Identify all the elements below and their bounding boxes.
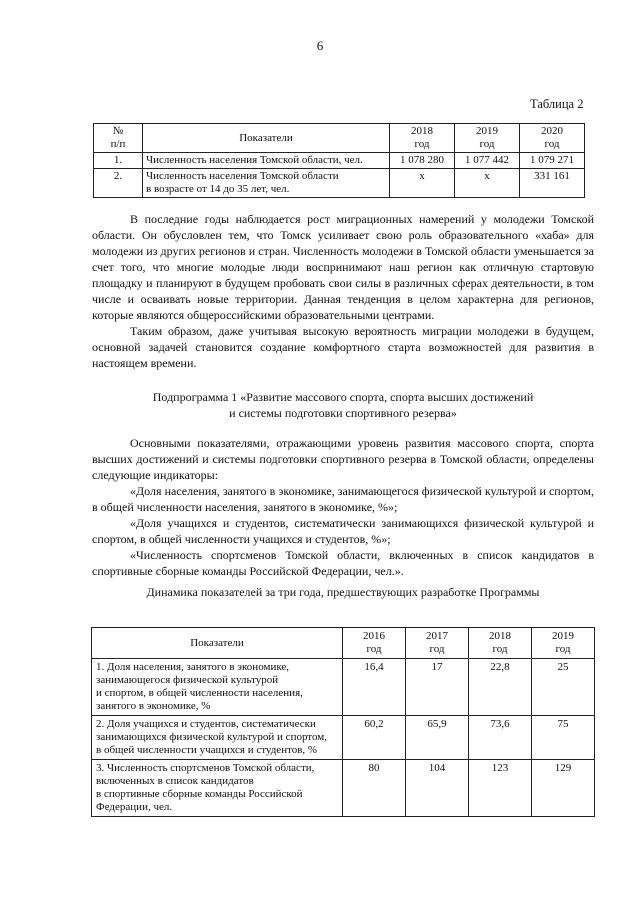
row-value: 1 078 280 xyxy=(390,153,455,169)
header-year-cell: 2018 год xyxy=(469,628,532,659)
indicators-intro: Основными показателями, отражающими уровень развития массового спорта, спорта высших достижений и системы подготовки спортивного резерва в Томской области, определены следующие индикаторы: xyxy=(92,436,594,482)
row-value: 17 xyxy=(406,659,469,716)
row-num: 1. xyxy=(94,153,143,169)
row-name: 2. Доля учащихся и студентов, систематически занимающихся физической культурой и спортом, в общей численности учащихся и студентов, % xyxy=(92,716,343,760)
header-year-cell: 2019 год xyxy=(455,124,520,153)
table-header-row xyxy=(94,124,585,153)
indicator-item: «Доля учащихся и студентов, систематически занимающихся физической культурой и спортом, в общей численности учащихся и студентов, %»; xyxy=(92,516,594,546)
row-value: 129 xyxy=(532,760,595,817)
paragraph: Таким образом, даже учитывая высокую вероятность миграции молодежи в будущем, основной задачей становится создание комфортного старта возможностей для развития в настоящем времени. xyxy=(92,324,594,370)
row-name: 1. Доля населения, занятого в экономике, занимающегося физической культурой и спортом, в общей численности населения, занятого в экономике, % xyxy=(92,659,343,716)
row-value: 25 xyxy=(532,659,595,716)
row-value: 16,4 xyxy=(343,659,406,716)
table-row xyxy=(92,659,595,716)
header-num-cell xyxy=(94,124,143,153)
table-row xyxy=(92,760,595,817)
row-name: Численность населения Томской области, чел. xyxy=(143,153,390,169)
row-value: 123 xyxy=(469,760,532,817)
row-value: 22,8 xyxy=(469,659,532,716)
header-year-cell: 2018 год xyxy=(390,124,455,153)
row-value: 75 xyxy=(532,716,595,760)
row-value: х xyxy=(390,169,455,198)
row-value: 65,9 xyxy=(406,716,469,760)
table-row xyxy=(94,153,585,169)
row-value: 104 xyxy=(406,760,469,817)
row-value: 1 079 271 xyxy=(520,153,585,169)
indicators-section xyxy=(92,435,594,579)
header-year-cell: 2016 год xyxy=(343,628,406,659)
paragraph: В последние годы наблюдается рост миграционных намерений у молодежи Томской области. Он обусловлен тем, что Томск усиливает свою роль образовательного «хаба» для молодежи из других регионов и стран. Численность молодежи в Томской области уменьшается за счет того, что многие молодые люди воспринимают наш регион как отличную стартовую площадку и планируют в будущем пробовать свои силы в различных сферах деятельности, в том числе и осваивать новые территории. Данная тенденция в целом характерна для регионов, которые являются общероссийскими образовательными центрами. xyxy=(92,212,594,322)
table-row xyxy=(92,716,595,760)
row-value: х xyxy=(455,169,520,198)
table-caption: Таблица 2 xyxy=(530,97,584,111)
header-year-cell: 2019 год xyxy=(532,628,595,659)
population-table xyxy=(93,123,585,198)
row-value: 80 xyxy=(343,760,406,817)
indicator-item: «Численность спортсменов Томской области, включенных в список кандидатов в спортивные сборные команды Российской Федерации, чел.». xyxy=(92,548,594,578)
header-num-sublabel: п/п xyxy=(110,138,126,150)
row-value: 331 161 xyxy=(520,169,585,198)
dynamics-heading: Динамика показателей за три года, предшествующих разработке Программы xyxy=(146,585,540,599)
row-value: 1 077 442 xyxy=(455,153,520,169)
row-value: 73,6 xyxy=(469,716,532,760)
row-num: 2. xyxy=(94,169,143,198)
row-name: 3. Численность спортсменов Томской области, включенных в список кандидатов в спортивные сборные команды Российской Федерации, чел. xyxy=(92,760,343,817)
header-num-label: № xyxy=(112,125,124,137)
header-indicator-cell: Показатели xyxy=(143,124,390,153)
dynamics-table xyxy=(91,627,595,817)
migration-paragraphs xyxy=(92,211,594,371)
row-name: Численность населения Томской области в возрасте от 14 до 35 лет, чел. xyxy=(143,169,390,198)
subprogram-heading: Подпрограмма 1 «Развитие массового спорта, спорта высших достижений и системы подготовки спортивного резерва» xyxy=(152,390,534,420)
header-indicator-cell: Показатели xyxy=(92,628,343,659)
indicator-item: «Доля населения, занятого в экономике, занимающегося физической культурой и спортом, в общей численности населения, занятого в экономике, %»; xyxy=(92,484,594,514)
header-year-cell: 2017 год xyxy=(406,628,469,659)
header-year-cell: 2020 год xyxy=(520,124,585,153)
row-value: 60,2 xyxy=(343,716,406,760)
table-row xyxy=(94,169,585,198)
table-header-row xyxy=(92,628,595,659)
page-number: 6 xyxy=(316,38,324,53)
